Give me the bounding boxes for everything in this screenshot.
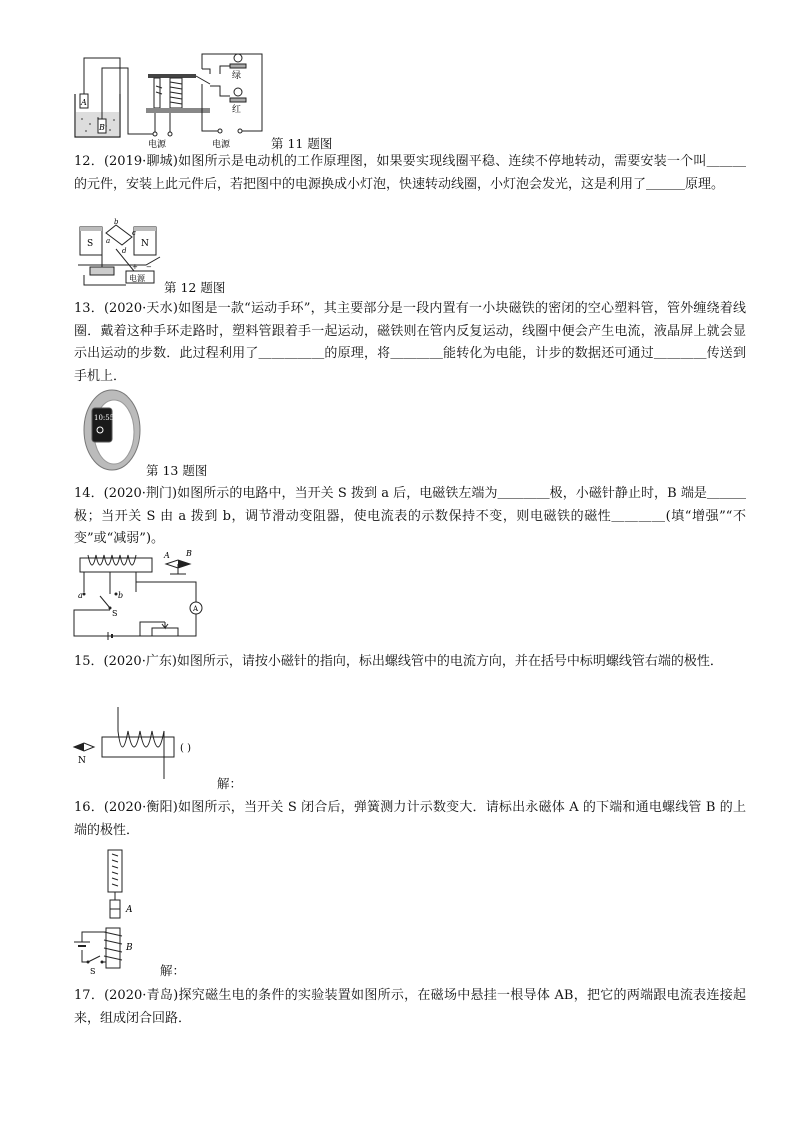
figure-12-motor — [76, 213, 164, 289]
figure-13-caption: 第 13 题图 — [146, 463, 208, 478]
coil-b-label: b — [114, 218, 119, 226]
contact-a-label: a — [78, 591, 83, 600]
n-pole-label: N — [141, 239, 149, 249]
figure-11-caption: 第 11 题图 — [271, 136, 333, 151]
magnet-a-label: A — [126, 905, 133, 915]
solenoid-b-label: B — [126, 943, 133, 953]
probe-a-label: A — [81, 98, 87, 107]
coil-c-label: c — [132, 229, 136, 237]
green-lamp-label: 绿 — [232, 71, 242, 81]
question-12-text: 12．(2019·聊城)如图所示是电动机的工作原理图，如果要实现线圈平稳、连续不停地转动，需要安装一个叫＿＿＿的元件，安装上此元件后，若把图中的电源换成小灯泡，快速转动线圈，小灯泡会发光，这是利用了＿＿＿原理。 — [74, 154, 746, 192]
question-17-text: 17．(2020·青岛)探究磁生电的条件的实验装置如图所示，在磁场中悬挂一根导体 AB，把它的两端跟电流表连接起来，组成闭合回路． — [74, 988, 746, 1026]
needle-b-label: B — [186, 550, 192, 558]
question-16-text: 16．(2020·衡阳)如图所示，当开关 S 闭合后，弹簧测力计示数变大．请标出永磁体 A 的下端和通电螺线管 B 的上端的极性． — [74, 800, 746, 838]
figure-13-fitness-band — [80, 386, 144, 474]
polarity-bracket[interactable]: ( ) — [180, 743, 191, 754]
figure-15-solenoid — [72, 705, 212, 783]
switch-s-label: S — [90, 967, 96, 974]
coil-d-label: d — [122, 247, 127, 255]
switch-s-label: S — [112, 609, 118, 618]
power-minus: − — [146, 263, 152, 271]
s-pole-label: S — [87, 239, 94, 249]
ammeter-label: A — [193, 605, 199, 613]
q16-answer-label: 解： — [160, 963, 186, 978]
contact-b-label: b — [118, 591, 124, 600]
figure-16-spring-scale — [70, 846, 160, 974]
needle-a-label: A — [164, 551, 170, 560]
power1-label: 电源 — [148, 140, 167, 150]
power2-label: 电源 — [212, 140, 231, 150]
figure-14-circuit — [70, 550, 210, 642]
question-15-text: 15．(2020·广东)如图所示，请按小磁针的指向，标出螺线管中的电流方向，并在括号中标明螺线管右端的极性． — [74, 654, 723, 669]
power-plus: + — [132, 263, 138, 271]
figure-11-circuit — [70, 44, 270, 150]
probe-b-label: B — [99, 123, 105, 132]
needle-n-label: N — [78, 756, 86, 766]
question-13-text: 13．(2020·天水)如图是一款“运动手环”，其主要部分是一段内置有一小块磁铁的密闭的空心塑料管，管外缠绕着线圈．戴着这种手环走路时，塑料管跟着手一起运动，磁铁则在管内反复运动，线圈中便会产生电流，液晶屏上就会显示出运动的步数．此过程利用了＿＿＿＿＿的原理，将＿＿＿＿能转化为电能，计步的数据还可通过＿＿＿＿传送到手机上． — [74, 301, 746, 384]
band-screen-time: 10:55 — [94, 414, 115, 422]
q15-answer-label: 解： — [217, 776, 243, 791]
power-label: 电源 — [129, 274, 145, 283]
coil-a-label: a — [106, 237, 111, 245]
figure-12-caption: 第 12 题图 — [164, 280, 226, 295]
red-lamp-label: 红 — [232, 105, 242, 115]
question-14-text: 14．(2020·荆门)如图所示的电路中，当开关 S 拨到 a 后，电磁铁左端为＿＿＿＿极，小磁针静止时，B 端是＿＿＿极；当开关 S 由 a 拨到 b，调节滑动变阻器，使电流表的示数保持不变，则电磁铁的磁性＿＿＿＿(填“增强”“不变”或“减弱”)。 — [74, 486, 746, 546]
